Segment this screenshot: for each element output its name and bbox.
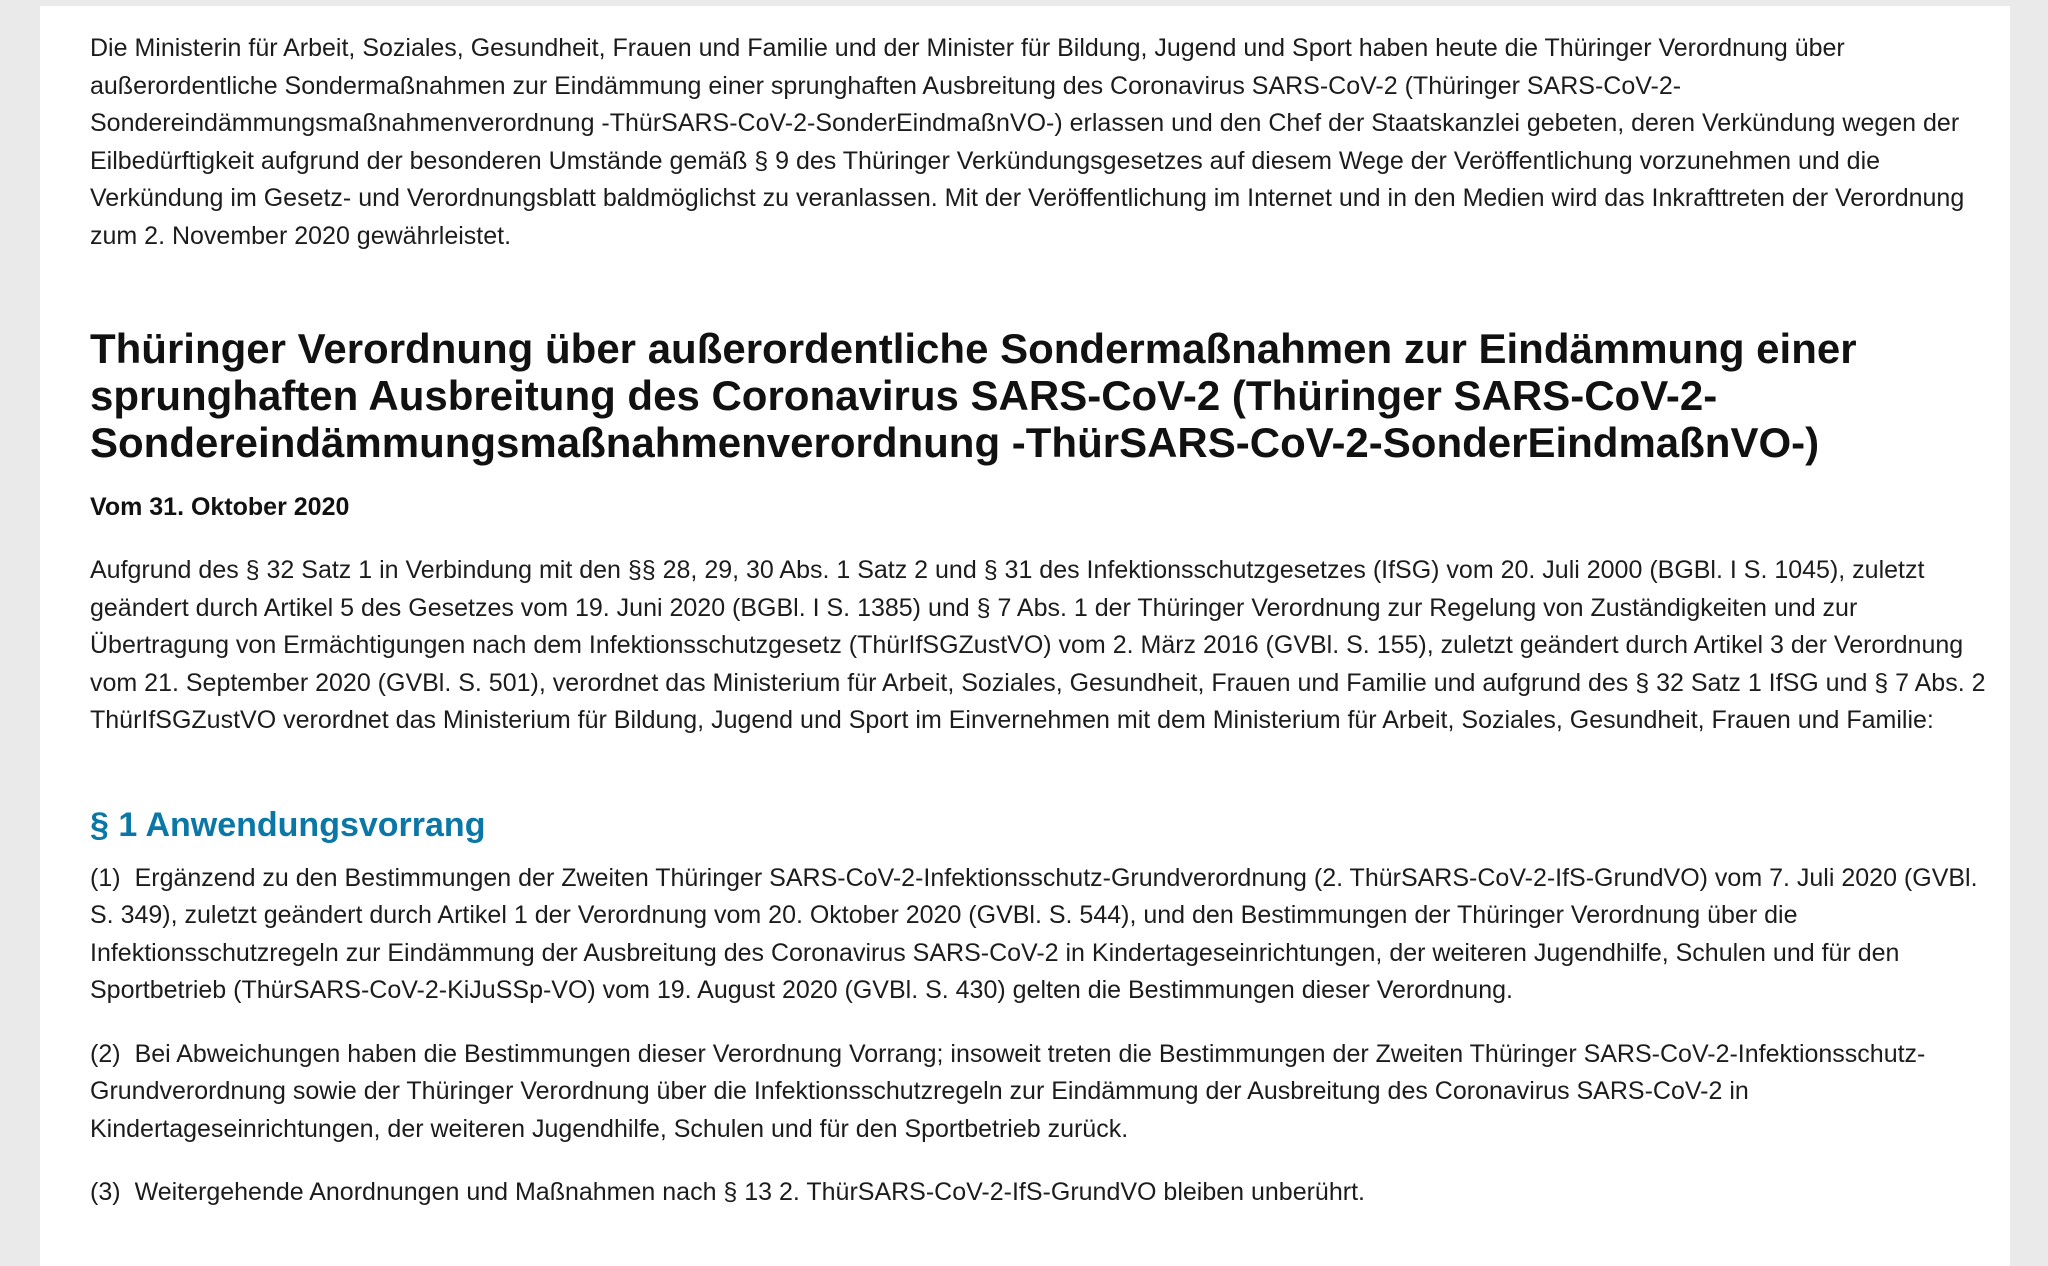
clause-text: Bei Abweichungen haben die Bestimmungen dieser Verordnung Vorrang; insoweit treten die Bestimmungen der Zweiten Thüringer SARS-CoV-2-Infektionsschutz-Grundverordnung sowie der Thüringer Verordnung über die Infektionsschutzregeln zur Eindämmung der Ausbreitung des Coronavirus SARS-CoV-2 in Kindertageseinrichtungen, der weiteren Jugendhilfe, Schulen und für den Sportbetrieb zurück.: [90, 1039, 1926, 1143]
clause-number: (2): [90, 1039, 121, 1068]
clause-1: [90, 860, 2000, 1010]
clause-text: Ergänzend zu den Bestimmungen der Zweiten Thüringer SARS-CoV-2-Infektionsschutz-Grundverordnung (2. ThürSARS-CoV-2-IfS-GrundVO) vom 7. Juli 2020 (GVBl. S. 349), zuletzt geändert durch Artikel 1 der Verordnung vom 20. Oktober 2020 (GVBl. S. 544), und den Bestimmungen der Thüringer Verordnung über die Infektionsschutzregeln zur Eindämmung der Ausbreitung des Coronavirus SARS-CoV-2 in Kindertageseinrichtungen, der weiteren Jugendhilfe, Schulen und für den Sportbetrieb (ThürSARS-CoV-2-KiJuSSp-VO) vom 19. August 2020 (GVBl. S. 430) gelten die Bestimmungen dieser Verordnung.: [90, 863, 1978, 1004]
clause-text: Weitergehende Anordnungen und Maßnahmen nach § 13 2. ThürSARS-CoV-2-IfS-GrundVO bleiben unberührt.: [134, 1178, 1365, 1206]
intro-paragraph: Die Ministerin für Arbeit, Soziales, Gesundheit, Frauen und Familie und der Minister für Bildung, Jugend und Sport haben heute die Thüringer Verordnung über außerordentliche Sondermaßnahmen zur Eindämmung einer sprunghaften Ausbreitung des Coronavirus SARS-CoV-2 (Thüringer SARS-CoV-2-Sondereindämmungsmaßnahmenverordnung -ThürSARS-CoV-2-SonderEindmaßnVO-) erlassen und den Chef der Staatskanzlei gebeten, deren Verkündung wegen der Eilbedürftigkeit aufgrund der besonderen Umstände gemäß § 9 des Thüringer Verkündungsgesetzes auf diesem Wege der Veröffentlichung vorzunehmen und die Verkündung im Gesetz- und Verordnungsblatt baldmöglichst zu veranlassen. Mit der Veröffentlichung im Internet und in den Medien wird das Inkrafttreten der Verordnung zum 2. November 2020 gewährleistet.: [90, 34, 1965, 250]
document-content: [90, 30, 2000, 1212]
section-heading: § 1 Anwendungsvorrang: [90, 805, 486, 844]
preamble-paragraph: Aufgrund des § 32 Satz 1 in Verbindung mit den §§ 28, 29, 30 Abs. 1 Satz 2 und § 31 des Infektionsschutzgesetzes (IfSG) vom 20. Juli 2000 (BGBl. I S. 1045), zuletzt geändert durch Artikel 5 des Gesetzes vom 19. Juni 2020 (BGBl. I S. 1385) und § 7 Abs. 1 der Thüringer Verordnung zur Regelung von Zuständigkeiten und zur Übertragung von Ermächtigungen nach dem Infektionsschutzgesetz (ThürIfSGZustVO) vom 2. März 2016 (GVBl. S. 155), zuletzt geändert durch Artikel 3 der Verordnung vom 21. September 2020 (GVBl. S. 501), verordnet das Ministerium für Arbeit, Soziales, Gesundheit, Frauen und Familie und aufgrund des § 32 Satz 1 IfSG und § 7 Abs. 2 ThürIfSGZustVO verordnet das Ministerium für Bildung, Jugend und Sport im Einvernehmen mit dem Ministerium für Arbeit, Soziales, Gesundheit, Frauen und Familie:: [90, 556, 1986, 734]
document-page: [40, 6, 2010, 1266]
clause-3: [90, 1174, 2000, 1212]
document-date: Vom 31. Oktober 2020: [90, 493, 350, 521]
document-title: Thüringer Verordnung über außerordentliche Sondermaßnahmen zur Eindämmung einer sprunghaften Ausbreitung des Coronavirus SARS-CoV-2 (Thüringer SARS-CoV-2-Sondereindämmungsmaßnahmenverordnung -ThürSARS-CoV-2-SonderEindmaßnVO-): [90, 325, 1857, 466]
clause-2: [90, 1036, 2000, 1149]
clause-number: (3): [90, 1178, 121, 1206]
clause-number: (1): [90, 863, 121, 892]
